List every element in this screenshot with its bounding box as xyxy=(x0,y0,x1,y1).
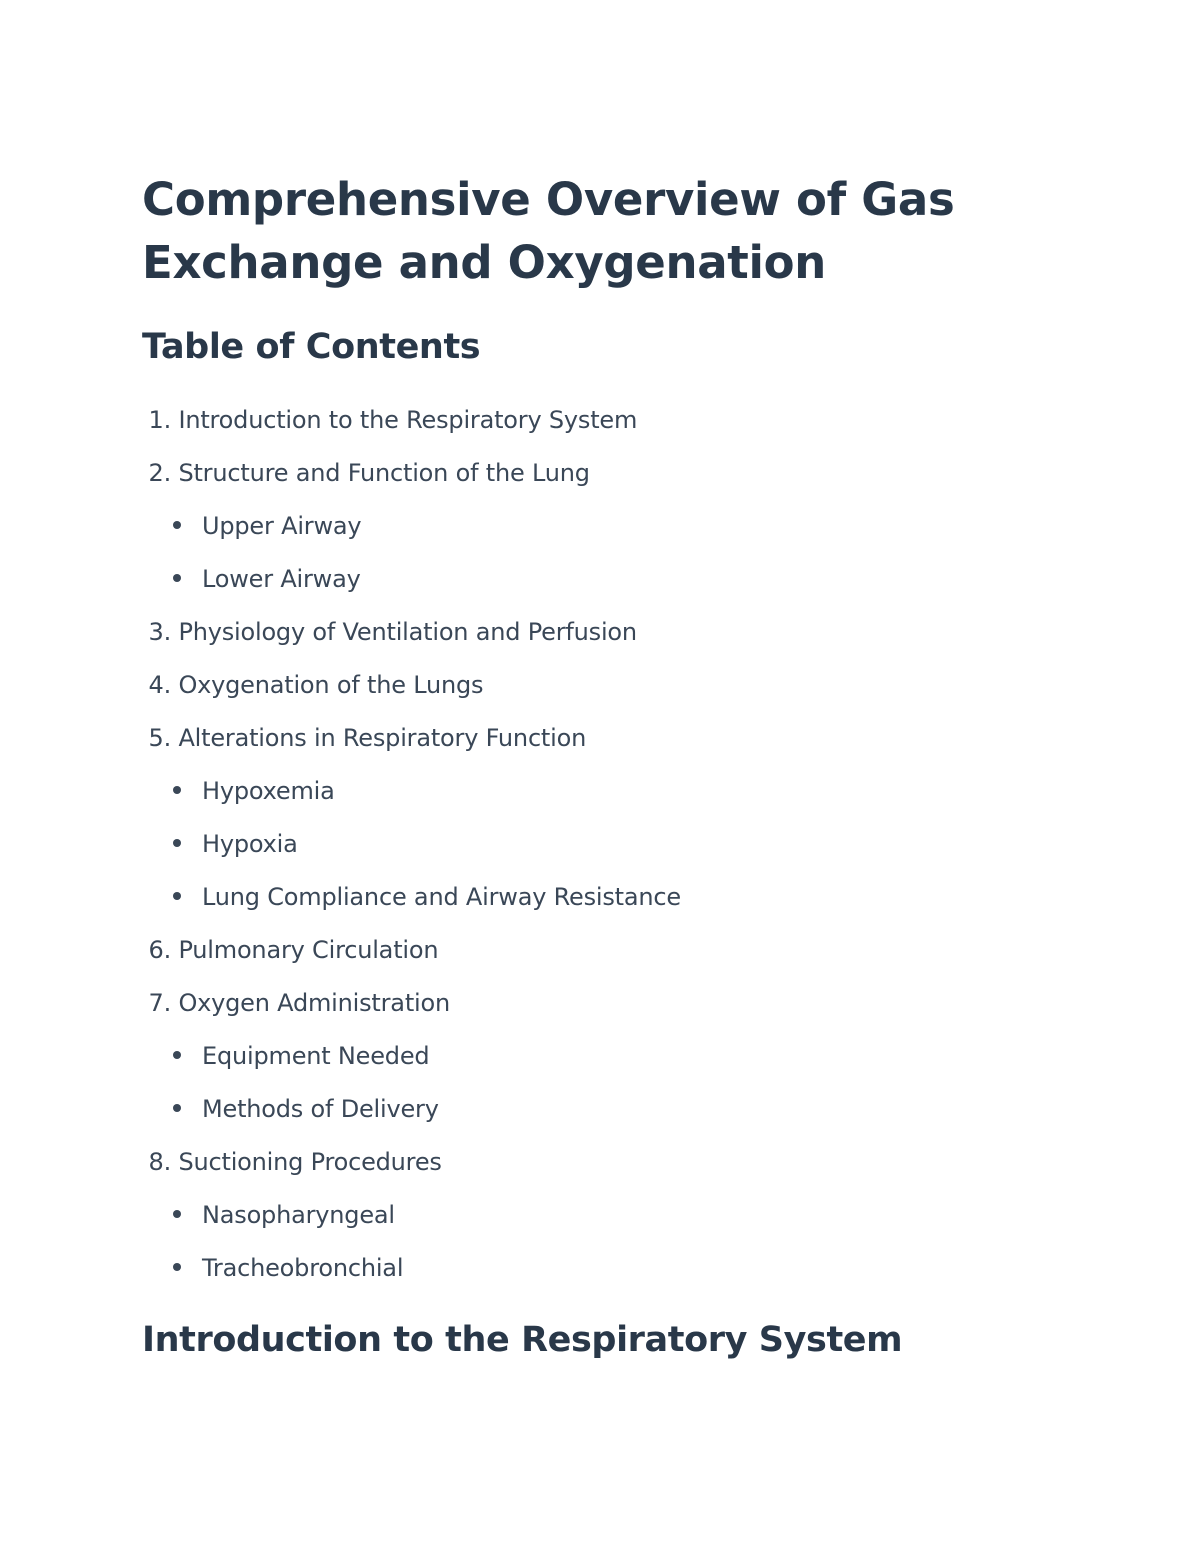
section-heading: Introduction to the Respiratory System xyxy=(142,1320,903,1360)
toc-subitem-label: Equipment Needed xyxy=(202,1042,430,1070)
bullet-icon xyxy=(173,1210,181,1218)
toc-subitem[interactable] xyxy=(142,818,1062,871)
toc-item-label: Suctioning Procedures xyxy=(178,1148,442,1176)
toc-item-number: 1. xyxy=(148,406,171,434)
document-title xyxy=(142,168,1062,294)
document-page xyxy=(142,168,1062,1365)
bullet-icon xyxy=(173,892,181,900)
table-of-contents xyxy=(142,394,1062,1295)
toc-subitem[interactable] xyxy=(142,500,1062,553)
bullet-icon xyxy=(173,839,181,847)
toc-item-label: Introduction to the Respiratory System xyxy=(178,406,638,434)
toc-item-label: Structure and Function of the Lung xyxy=(178,459,590,487)
toc-item-number: 3. xyxy=(148,618,171,646)
bullet-icon xyxy=(173,1104,181,1112)
toc-item-number: 4. xyxy=(148,671,171,699)
toc-subitem[interactable] xyxy=(142,1083,1062,1136)
toc-item[interactable] xyxy=(142,659,1062,712)
toc-subitem[interactable] xyxy=(142,1189,1062,1242)
toc-subitem-label: Methods of Delivery xyxy=(202,1095,439,1123)
title-line-1: Comprehensive Overview of Gas xyxy=(142,173,955,226)
bullet-icon xyxy=(173,574,181,582)
bullet-icon xyxy=(173,521,181,529)
toc-subitem-label: Lung Compliance and Airway Resistance xyxy=(202,883,681,911)
bullet-icon xyxy=(173,786,181,794)
toc-item-number: 6. xyxy=(148,936,171,964)
toc-item[interactable] xyxy=(142,712,1062,765)
toc-subitem-label: Nasopharyngeal xyxy=(202,1201,395,1229)
toc-item-label: Physiology of Ventilation and Perfusion xyxy=(178,618,637,646)
toc-item[interactable] xyxy=(142,924,1062,977)
toc-subitem[interactable] xyxy=(142,553,1062,606)
toc-item[interactable] xyxy=(142,606,1062,659)
toc-subitem-label: Upper Airway xyxy=(202,512,362,540)
toc-item[interactable] xyxy=(142,447,1062,500)
toc-item-number: 5. xyxy=(148,724,171,752)
toc-item-number: 8. xyxy=(148,1148,171,1176)
toc-subitem-label: Hypoxia xyxy=(202,830,298,858)
toc-item-label: Alterations in Respiratory Function xyxy=(178,724,587,752)
toc-item-number: 7. xyxy=(148,989,171,1017)
toc-item-number: 2. xyxy=(148,459,171,487)
toc-item[interactable] xyxy=(142,977,1062,1030)
toc-subitem[interactable] xyxy=(142,871,1062,924)
toc-item-label: Pulmonary Circulation xyxy=(178,936,439,964)
toc-item-label: Oxygenation of the Lungs xyxy=(178,671,484,699)
toc-item-label: Oxygen Administration xyxy=(178,989,450,1017)
toc-heading: Table of Contents xyxy=(142,327,481,367)
toc-item[interactable] xyxy=(142,1136,1062,1189)
bullet-icon xyxy=(173,1051,181,1059)
toc-subitem[interactable] xyxy=(142,1242,1062,1295)
toc-subitem[interactable] xyxy=(142,1030,1062,1083)
bullet-icon xyxy=(173,1263,181,1271)
toc-subitem-label: Lower Airway xyxy=(202,565,361,593)
toc-subitem[interactable] xyxy=(142,765,1062,818)
toc-subitem-label: Hypoxemia xyxy=(202,777,335,805)
toc-subitem-label: Tracheobronchial xyxy=(202,1254,404,1282)
toc-item[interactable] xyxy=(142,394,1062,447)
title-line-2: Exchange and Oxygenation xyxy=(142,236,826,289)
